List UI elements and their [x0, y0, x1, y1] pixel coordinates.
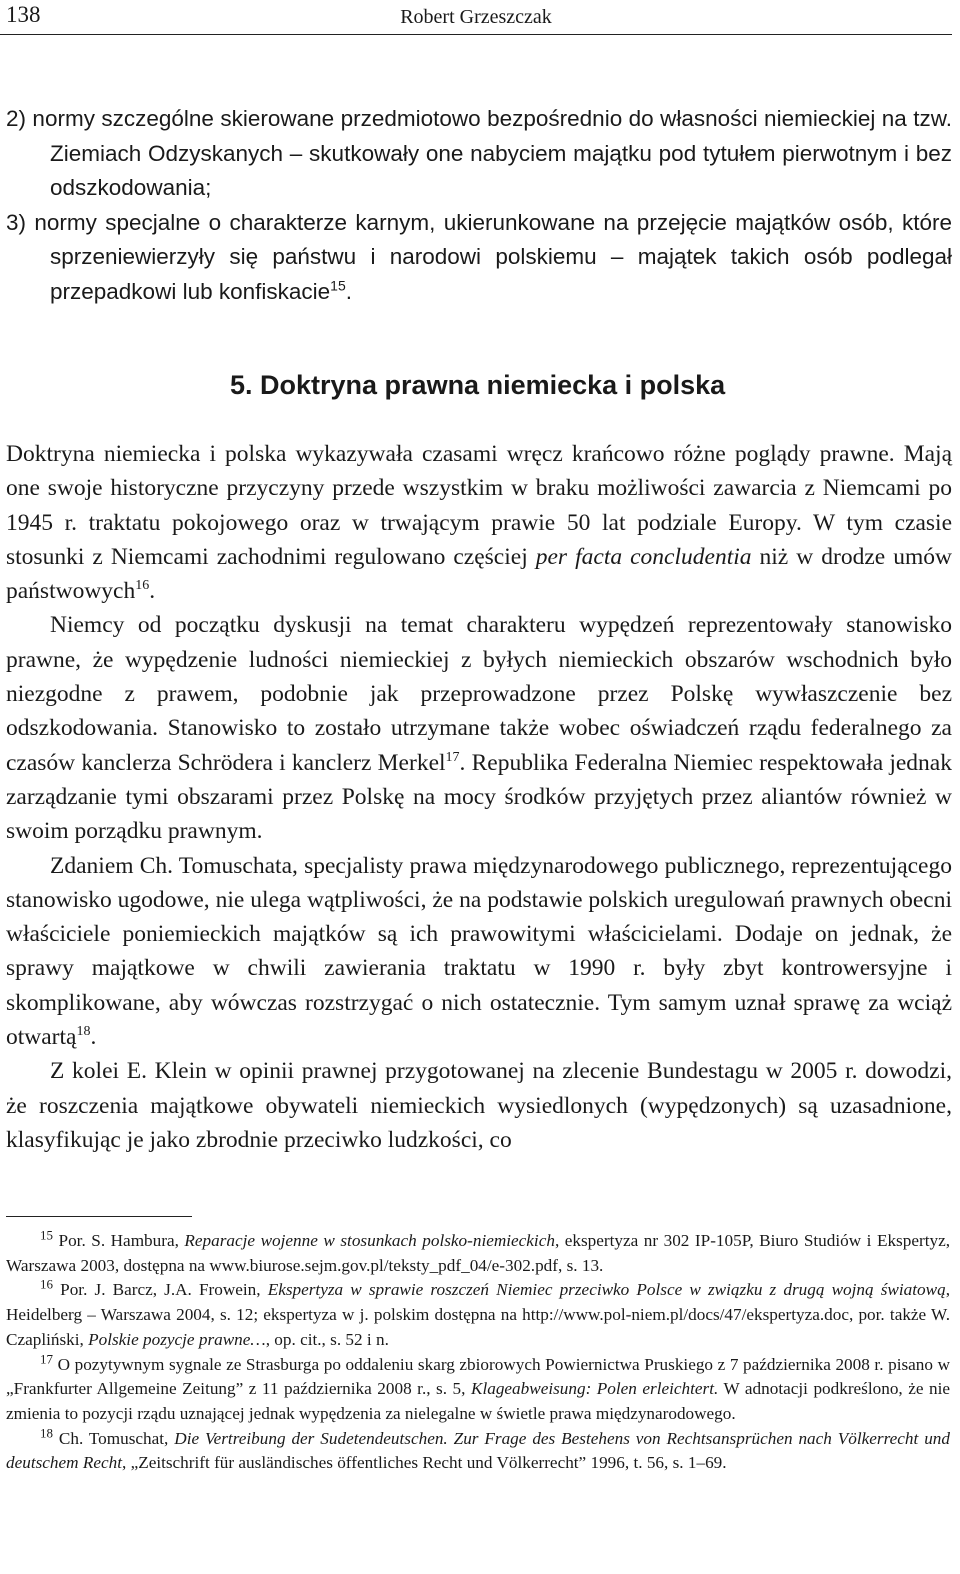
page-number: 138 [6, 2, 41, 27]
footnote-ref[interactable]: 16 [135, 578, 150, 594]
page-header [0, 0, 952, 35]
footnote-number: 15 [40, 1227, 53, 1243]
footnote: $^{17}$ O pozytywnym sygnale ze Strasburga po oddaleniu skarg zbiorowych Powiernictwa Pruskiego z 7 października 2008 r. pisano w „Frankfurter Allgemeine Zeitung” z 11 października 2008 r., s. 5, Klageabweisung: Polen erleichtert. W adnotacji podkreślono, że nie zmienia to pozycji rządu uznającej jednak wypędzenia za nielegalne w świetle prawa międzynarodowego. [6, 1350, 950, 1423]
footnote-number: 18 [40, 1424, 53, 1440]
footnote-separator [6, 1216, 192, 1217]
list-item: 3) normy specjalne o charakterze karnym, ukierunkowane na przejęcie majątków osób, które sprzeniewierzyły się państwu i narodowi polskiemu – majątek takich osób podlegał przepadkowi lub konfiskacie$^{15}$. [6, 209, 952, 304]
paragraph: Zdaniem Ch. Tomuschata, specjalisty prawa międzynarodowego publicznego, reprezentującego stanowisko ugodowe, nie ulega wątpliwości, że na podstawie polskich uregulowań prawnych obecni właściciele poniemieckich majątków są ich prawowitymi właścicielami. Dodaje on jednak, że sprawy majątkowe w chwili zawierania traktatu w 1990 r. były zbyt kontrowersyjne i skomplikowane, aby wówczas rozstrzygać o nich ostatecznie. Tym samym uznał sprawę za wciąż otwartą$^{18}$. [6, 852, 952, 1051]
paragraph: Niemcy od początku dyskusji na temat charakteru wypędzeń reprezentowały stanowisko prawne, że wypędzenie ludności niemieckiej z byłych niemieckich obszarów wschodnich było niezgodne z prawem, podobnie jak przeprowadzone przez Polskę wywłaszczenie bez odszkodowania. Stanowisko to zostało utrzymane także wobec oświadczeń rządu federalnego za czasów kanclerza Schrödera i kanclerz Merkel$^{17}$. Republika Federalna Niemiec respektowała jednak zarządzanie tymi obszarami przez Polskę na mocy środków przyjętych przez aliantów również w swoim porządku prawnym. [6, 612, 952, 845]
list-item: 2) normy szczególne skierowane przedmiotowo bezpośrednio do własności niemieckiej na tzw. Ziemiach Odzyskanych – skutkowały one nabyciem majątku pod tytułem pierwotnym i bez odszkodowania; [6, 106, 952, 200]
footnote-number: 16 [40, 1276, 53, 1292]
footnote-number: 17 [40, 1350, 53, 1366]
footnotes [6, 1229, 950, 1476]
paragraph: Z kolei E. Klein w opinii prawnej przygotowanej na zlecenie Bundestagu w 2005 r. dowodzi, że roszczenia majątkowe obywateli niemieckich wysiedlonych (wypędzonych) są uzasadnione, klasyfikując je jako zbrodnie przeciwko ludzkości, co [6, 1058, 952, 1153]
footnote: $^{18}$ Ch. Tomuschat, Die Vertreibung der Sudetendeutschen. Zur Frage des Bestehens von Rechtsansprüchen nach Völkerrecht und deutschem Recht, „Zeitschrift für ausländisches öffentliches Recht und Völkerrecht” 1996, t. 56, s. 1–69. [6, 1424, 950, 1473]
footnote-ref[interactable]: 15 [330, 277, 346, 293]
enumerated-list [6, 102, 952, 309]
footnote-ref[interactable]: 18 [76, 1024, 91, 1040]
footnote-ref[interactable]: 17 [445, 749, 460, 765]
paragraph: Doktryna niemiecka i polska wykazywała czasami wręcz krańcowo różne poglądy prawne. Mają one swoje historyczne przyczyny przede wszystkim w braku możliwości zawarcia z Niemcami po 1945 r. traktatu pokojowego oraz w trwającym prawie 50 lat podziale Europy. W tym czasie stosunki z Niemcami zachodnimi regulowano częściej per facta concludentia niż w drodze umów państwowych$^{16}$. [6, 441, 952, 605]
section-heading: 5. Doktryna prawna niemiecka i polska [230, 370, 726, 400]
running-head: Robert Grzeszczak [400, 6, 552, 28]
footnote: $^{15}$ Por. S. Hambura, Reparacje wojenne w stosunkach polsko-niemieckich, ekspertyza nr 302 IP-105P, Biuro Studiów i Ekspertyz, Warszawa 2003, dostępna na www.biurose.sejm.gov.pl/teksty_pdf_04/e-302.pdf, s. 13. [6, 1227, 950, 1275]
footnote: $^{16}$ Por. J. Barcz, J.A. Frowein, Ekspertyza w sprawie roszczeń Niemiec przeciwko Polsce w związku z drugą wojną światową, Heidelberg – Warszawa 2004, s. 12; ekspertyza w j. polskim dostępna na http://www.pol-niem.pl/docs/47/ekspertyza.doc, por. także W. Czapliński, Polskie pozycje prawne…, op. cit., s. 52 i n. [6, 1276, 950, 1349]
body-text [6, 437, 952, 1157]
